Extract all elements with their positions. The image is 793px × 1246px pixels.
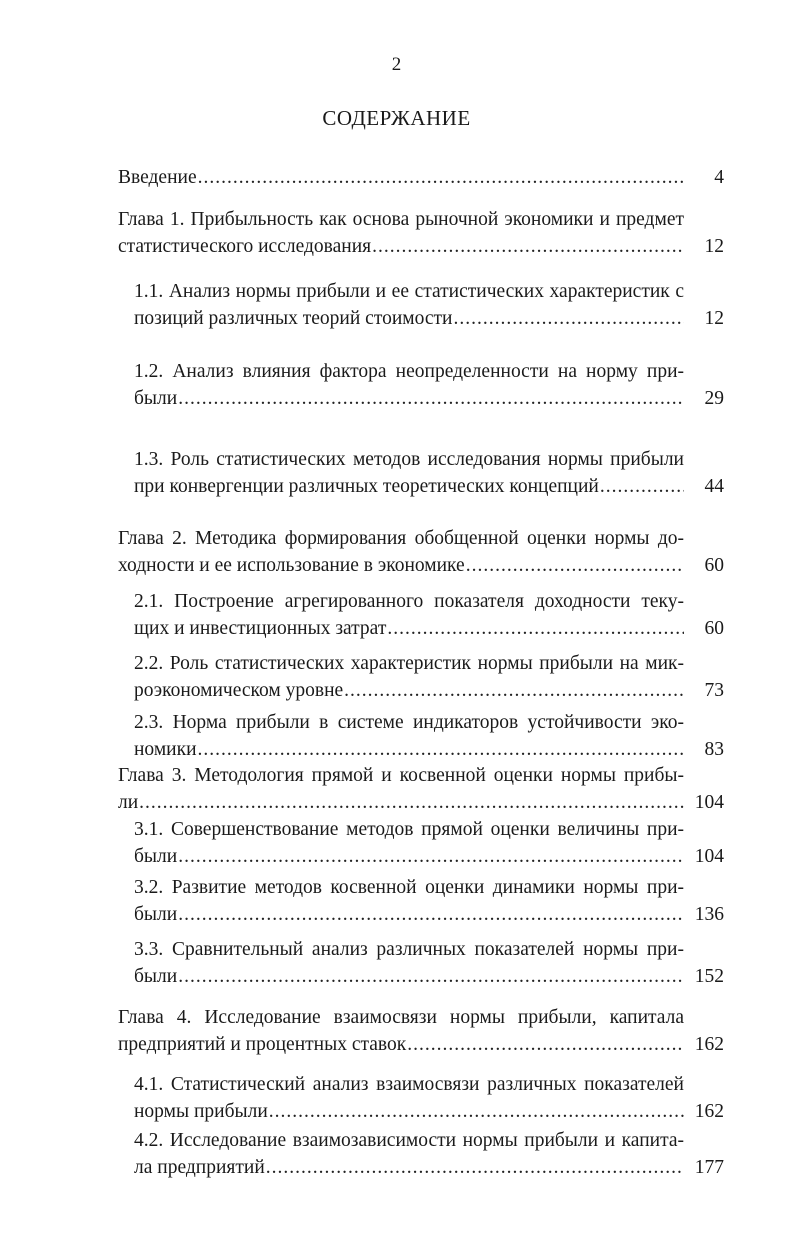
toc-entry-line: ли: [118, 792, 139, 813]
toc-page-number: 29: [704, 388, 724, 409]
dot-leader: [344, 677, 684, 704]
toc-page-number: 60: [704, 618, 724, 639]
toc-entry: [134, 1071, 684, 1125]
toc-entry-line: 1.2. Анализ влияния фактора неопределенности на норму при-: [134, 361, 684, 382]
dot-leader: [198, 164, 684, 191]
toc-entry: [134, 446, 684, 500]
toc-page-number: 162: [694, 1034, 724, 1055]
toc-entry-line: 2.3. Норма прибыли в системе индикаторов устойчивости эко-: [134, 712, 684, 733]
toc-entry-last-line: [134, 305, 684, 332]
dot-leader: [269, 1098, 684, 1125]
toc-page-number: 104: [694, 792, 724, 813]
toc-entry-line: Введение: [118, 167, 197, 188]
toc-page-number: 83: [704, 739, 724, 760]
toc-entry: [134, 588, 684, 642]
toc-entry: [134, 358, 684, 412]
toc-entry-last-line: [134, 963, 684, 990]
toc-entry-last-line: [118, 1031, 684, 1058]
toc-entry: [134, 936, 684, 990]
toc-entry-last-line: [134, 677, 684, 704]
toc-entry-line: 2.2. Роль статистических характеристик нормы прибыли на мик-: [134, 653, 684, 674]
toc-entry-line: были: [134, 388, 178, 409]
toc-entry: [118, 525, 684, 579]
page-title: СОДЕРЖАНИЕ: [322, 106, 471, 130]
dot-leader: [139, 789, 684, 816]
toc-entry: [118, 164, 684, 191]
toc-entry: [134, 650, 684, 704]
dot-leader: [387, 615, 684, 642]
toc-page-number: 60: [704, 555, 724, 576]
toc-entry-line: Глава 1. Прибыльность как основа рыночной экономики и предмет: [118, 209, 684, 230]
toc-entry-line: роэкономическом уровне: [134, 680, 344, 701]
toc-page-number: 162: [694, 1101, 724, 1122]
toc-entry-line: 2.1. Построение агрегированного показателя доходности теку-: [134, 591, 684, 612]
toc-entry-line: 3.2. Развитие методов косвенной оценки динамики нормы при-: [134, 877, 684, 898]
dot-leader: [600, 473, 684, 500]
toc-entry-last-line: [118, 789, 684, 816]
toc-entry: [134, 874, 684, 928]
toc-page-number: 4: [714, 167, 724, 188]
toc-entry-line: статистического исследования: [118, 236, 372, 257]
toc-entry-line: были: [134, 846, 178, 867]
toc-entry-line: 4.2. Исследование взаимозависимости нормы прибыли и капита-: [134, 1130, 684, 1151]
toc-entry-line: предприятий и процентных ставок: [118, 1034, 407, 1055]
toc-entry-last-line: [134, 473, 684, 500]
toc-entry-line: 1.1. Анализ нормы прибыли и ее статистических характеристик с: [134, 281, 684, 302]
toc-page-number: 12: [704, 308, 724, 329]
toc-entry-line: номики: [134, 739, 197, 760]
toc-entry-last-line: [134, 1154, 684, 1181]
toc-entry-last-line: [134, 1098, 684, 1125]
toc-entry-line: были: [134, 966, 178, 987]
toc-entry-last-line: [134, 385, 684, 412]
toc-entry: [134, 278, 684, 332]
dot-leader: [178, 901, 684, 928]
toc-entry-line: ходности и ее использование в экономике: [118, 555, 465, 576]
dot-leader: [372, 233, 684, 260]
page-number: 2: [391, 54, 402, 75]
toc-entry-line: Глава 2. Методика формирования обобщенной оценки нормы до-: [118, 528, 684, 549]
toc-entry-line: 3.3. Сравнительный анализ различных показателей нормы при-: [134, 939, 684, 960]
dot-leader: [453, 305, 684, 332]
toc-entry-line: 3.1. Совершенствование методов прямой оценки величины при-: [134, 819, 684, 840]
toc-entry-line: 4.1. Статистический анализ взаимосвязи различных показателей: [134, 1074, 684, 1095]
toc-entry-last-line: [134, 843, 684, 870]
dot-leader: [178, 843, 684, 870]
toc-entry-line: 1.3. Роль статистических методов исследования нормы прибыли: [134, 449, 684, 470]
toc-entry-line: при конвергенции различных теоретических концепций: [134, 476, 599, 497]
toc-entry: [134, 709, 684, 763]
toc-page-number: 104: [694, 846, 724, 867]
toc-page-number: 136: [694, 904, 724, 925]
toc-page-number: 73: [704, 680, 724, 701]
toc-entry-last-line: [134, 615, 684, 642]
toc-entry-last-line: [134, 736, 684, 763]
toc-entry: [118, 206, 684, 260]
toc-entry: [118, 1004, 684, 1058]
dot-leader: [266, 1154, 684, 1181]
toc-entry-line: Глава 4. Исследование взаимосвязи нормы прибыли, капитала: [118, 1007, 684, 1028]
toc-entry-line: щих и инвестиционных затрат: [134, 618, 387, 639]
toc-entry-last-line: [134, 901, 684, 928]
toc-entry: [134, 816, 684, 870]
toc-entry-line: ла предприятий: [134, 1157, 265, 1178]
toc-entry: [134, 1127, 684, 1181]
toc-entry-line: были: [134, 904, 178, 925]
dot-leader: [466, 552, 684, 579]
toc-page-number: 152: [694, 966, 724, 987]
toc-page-number: 177: [694, 1157, 724, 1178]
dot-leader: [178, 963, 684, 990]
toc-entry-line: нормы прибыли: [134, 1101, 268, 1122]
toc-entry-last-line: [118, 552, 684, 579]
dot-leader: [198, 736, 685, 763]
dot-leader: [178, 385, 684, 412]
toc-entry-last-line: [118, 164, 684, 191]
toc-page-number: 44: [704, 476, 724, 497]
toc-entry: [118, 762, 684, 816]
dot-leader: [407, 1031, 684, 1058]
toc-entry-last-line: [118, 233, 684, 260]
toc-entry-line: Глава 3. Методология прямой и косвенной оценки нормы прибы-: [118, 765, 684, 786]
toc-entry-line: позиций различных теорий стоимости: [134, 308, 453, 329]
toc-page-number: 12: [704, 236, 724, 257]
